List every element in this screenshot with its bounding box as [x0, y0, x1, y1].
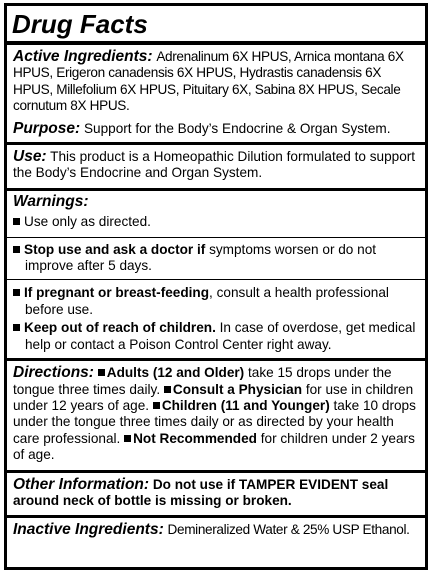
- warnings-section: [7, 191, 425, 237]
- drug-facts-title: Drug Facts: [12, 9, 148, 39]
- bullet-square-icon: [164, 386, 171, 393]
- inactive-ingredients-label: Inactive Ingredients:: [13, 521, 164, 539]
- warnings-section-3: [7, 280, 425, 358]
- drug-facts-panel: [4, 3, 428, 570]
- warnings-label: Warnings:: [13, 192, 89, 210]
- active-ingredients-text: Adrenalinum 6X HPUS, Arnica montana 6X HPUS, Erigeron canadensis 6X HPUS, Hydrastis canadensis 6X HPUS, Millefolium 6X HPUS, Pituitary 6X, Sabina 8X HPUS, Secale cornutum 8X HPUS.: [13, 49, 404, 114]
- other-information-label: Other Information:: [13, 475, 150, 493]
- warning-item: Use only as directed.: [13, 214, 419, 230]
- bullet-square-icon: [13, 324, 20, 331]
- purpose-label: Purpose:: [13, 119, 81, 137]
- warnings-section-2: [7, 238, 425, 280]
- purpose-text: Support for the Body’s Endocrine & Organ System.: [83, 120, 391, 136]
- directions-section: Directions: Adults (12 and Older) take 15 drops under the tongue three times daily. Consult a Physician for use in children under 12 years of age. Children (11 and Younger) take 10 drops under the tongue three times daily or as directed by your health care professional. Not Recommended for children under 2 years of age.: [13, 364, 416, 463]
- warning-item: If pregnant or breast-feeding, consult a health professional before use.: [13, 285, 419, 318]
- other-information-text: Do not use if TAMPER EVIDENT seal around neck of bottle is missing or broken.: [13, 476, 389, 508]
- bullet-square-icon: [13, 246, 20, 253]
- active-ingredients-label: Active Ingredients:: [13, 48, 153, 65]
- warning-item: Keep out of reach of children. In case of overdose, get medical help or contact a Poison Control Center right away.: [13, 320, 419, 353]
- inactive-ingredients-text: Demineralized Water & 25% USP Ethanol.: [167, 522, 410, 538]
- inactive-ingredients-section: [7, 518, 425, 541]
- bullet-square-icon: [13, 289, 20, 296]
- bullet-square-icon: [124, 435, 131, 442]
- directions-label: Directions:: [13, 364, 94, 382]
- other-information-section: [7, 473, 425, 516]
- bullet-square-icon: [153, 402, 160, 409]
- bullet-square-icon: [98, 369, 105, 376]
- active-ingredients-section: [7, 45, 425, 119]
- use-section: [7, 145, 425, 188]
- purpose-section: [7, 119, 425, 142]
- use-label: Use:: [13, 148, 47, 166]
- use-text: This product is a Homeopathic Dilution formulated to support the Body’s Endocrine and Organ System.: [13, 149, 416, 181]
- bullet-square-icon: [13, 218, 20, 225]
- warning-item: Stop use and ask a doctor if symptoms worsen or do not improve after 5 days.: [13, 242, 419, 275]
